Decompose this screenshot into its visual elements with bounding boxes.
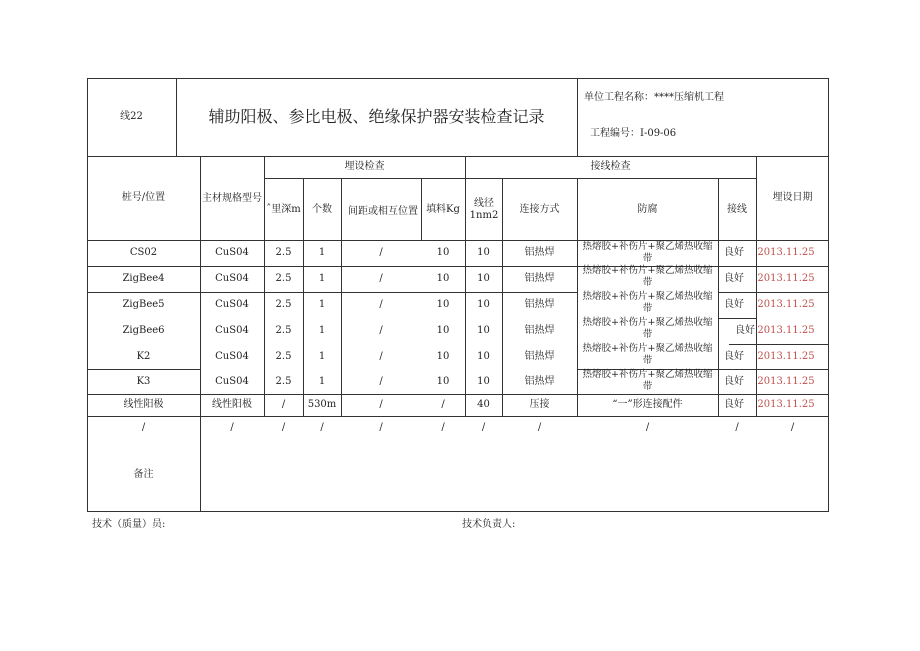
cell-pile: CS02 xyxy=(129,247,158,258)
cell-connection: 铝热焊 xyxy=(524,375,555,387)
cell-connection: / xyxy=(537,422,542,433)
col-header-fill: 填料Kg xyxy=(426,204,460,215)
cell-wiring: 良好 xyxy=(724,375,744,387)
col-header-date: 埋设日期 xyxy=(772,192,813,203)
col-header-wiring: 接线 xyxy=(727,204,747,215)
cell-date: 2013.11.25 xyxy=(757,399,815,410)
cell-pile: K2 xyxy=(136,350,151,362)
cell-date: 2013.11.25 xyxy=(757,350,815,362)
cell-anticorrosion: 热熔胶+补伤片+聚乙烯热收缩带 xyxy=(582,241,713,264)
cell-connection: 铝热焊 xyxy=(524,273,555,284)
cell-spacing: / xyxy=(379,325,383,336)
cell-fill: 10 xyxy=(436,273,450,284)
cell-fill: 10 xyxy=(436,350,450,362)
cell-count: 1 xyxy=(318,375,326,387)
cell-material: CuS04 xyxy=(215,247,249,258)
cell-wire-diameter: 10 xyxy=(477,350,490,362)
cell-material: CuS04 xyxy=(215,299,249,310)
cell-count: 1 xyxy=(318,325,326,336)
unit-project-name: 单位工程名称：****压缩机工程 xyxy=(584,92,724,103)
cell-wiring: / xyxy=(735,422,739,433)
row-divider xyxy=(87,416,829,417)
cell-wire-diameter: 10 xyxy=(477,247,490,258)
cell-fill: 10 xyxy=(436,247,450,258)
cell-wire-diameter: 40 xyxy=(477,399,490,410)
cell-material: CuS04 xyxy=(215,273,249,284)
cell-date: 2013.11.25 xyxy=(757,247,815,258)
cell-depth: 2.5 xyxy=(275,375,292,387)
cell-depth: 2.5 xyxy=(275,273,292,284)
cell-count: 1 xyxy=(318,247,326,258)
cell-fill: / xyxy=(441,422,445,433)
cell-depth: 2.5 xyxy=(275,299,292,310)
cell-anticorrosion: 热熔胶+补伤片+聚乙烯热收缩带 xyxy=(582,369,713,392)
cell-material: 线性阳极 xyxy=(212,399,252,410)
cell-wiring: 良好 xyxy=(724,247,744,258)
cell-connection: 压接 xyxy=(529,399,550,410)
cell-wire-diameter: 10 xyxy=(477,375,490,387)
cell-material: CuS04 xyxy=(215,325,249,336)
col-group-bury-check: 埋设检查 xyxy=(344,161,385,172)
cell-fill: 10 xyxy=(436,299,450,310)
cell-connection: 铝热焊 xyxy=(524,325,555,336)
cell-spacing: / xyxy=(379,247,383,258)
cell-material: / xyxy=(230,422,234,433)
cell-count: 1 xyxy=(318,299,326,310)
cell-depth: / xyxy=(281,399,286,410)
cell-wiring: 良好 xyxy=(735,325,755,336)
cell-wire-diameter: 10 xyxy=(477,299,490,310)
cell-anticorrosion: 热熔胶+补伤片+聚乙烯热收缩带 xyxy=(582,317,713,340)
project-number: 工程编号：I-09-06 xyxy=(590,128,677,139)
cell-date: 2013.11.25 xyxy=(757,299,815,310)
cell-date: 2013.11.25 xyxy=(757,273,815,284)
tech-lead-signature: 技术负责人: xyxy=(462,519,516,530)
cell-wire-diameter: 10 xyxy=(477,273,490,284)
col-header-spacing: 间距或相互位置 xyxy=(348,206,418,217)
cell-wiring: 良好 xyxy=(724,399,744,410)
divider xyxy=(577,78,578,156)
remarks-label: 备注 xyxy=(133,469,154,480)
cell-spacing: / xyxy=(379,422,383,433)
col-header-pile: 桩号/位置 xyxy=(121,192,166,203)
cell-fill: / xyxy=(441,399,445,410)
cell-count: 1 xyxy=(318,273,326,284)
cell-date: / xyxy=(790,422,795,433)
cell-spacing: / xyxy=(379,299,383,310)
cell-depth: 2.5 xyxy=(275,350,292,362)
cell-count: 1 xyxy=(318,350,326,362)
cell-spacing: / xyxy=(379,399,383,410)
cell-date: 2013.11.25 xyxy=(757,325,815,336)
cell-connection: 铝热焊 xyxy=(524,350,555,362)
cell-spacing: / xyxy=(379,350,383,362)
cell-spacing: / xyxy=(379,375,383,387)
cell-wire-diameter: / xyxy=(481,422,486,433)
cell-anticorrosion: 热熔胶+补伤片+聚乙烯热收缩带 xyxy=(582,343,713,366)
cell-pile: ZigBee6 xyxy=(122,325,165,336)
cell-wiring: 良好 xyxy=(724,350,744,362)
cell-anticorrosion: “一”形连接配件 xyxy=(612,399,683,410)
cell-anticorrosion: / xyxy=(645,422,650,433)
cell-count: / xyxy=(320,422,324,433)
cell-fill: 10 xyxy=(436,375,450,387)
divider xyxy=(264,178,756,179)
cell-wiring: 良好 xyxy=(724,273,744,284)
cell-pile: K3 xyxy=(136,375,151,387)
cell-wire-diameter: 10 xyxy=(477,325,490,336)
col-header-count: 个数 xyxy=(312,204,332,215)
cell-count: 530m xyxy=(307,399,337,410)
cell-depth: / xyxy=(281,422,286,433)
col-header-depth: ˆ里深m xyxy=(266,204,301,215)
cell-material: CuS04 xyxy=(215,350,249,362)
col-header-material: 主材规格型号 xyxy=(202,193,262,204)
cell-date: 2013.11.25 xyxy=(757,375,815,387)
cell-pile: ZigBee5 xyxy=(122,299,165,310)
cell-pile: ZigBee4 xyxy=(122,273,165,284)
cell-depth: 2.5 xyxy=(275,325,292,336)
cell-depth: 2.5 xyxy=(275,247,292,258)
col-header-wire-diameter: 线径1nm2 xyxy=(469,198,499,221)
line-label: 线22 xyxy=(120,111,143,122)
cell-material: CuS04 xyxy=(215,375,249,387)
cell-pile: / xyxy=(141,422,146,433)
cell-anticorrosion: 热熔胶+补伤片+聚乙烯热收缩带 xyxy=(582,265,713,288)
col-group-wiring-check: 接线检查 xyxy=(590,161,631,172)
cell-fill: 10 xyxy=(436,325,450,336)
col-header-connection: 连接方式 xyxy=(519,204,560,215)
page-title: 辅助阳极、参比电极、绝缘保护器安装检查记录 xyxy=(208,107,545,126)
cell-wiring: 良好 xyxy=(724,299,744,310)
cell-connection: 铝热焊 xyxy=(524,247,555,258)
col-header-anticorrosion: 防腐 xyxy=(637,204,658,215)
cell-anticorrosion: 热熔胶+补伤片+聚乙烯热收缩带 xyxy=(582,291,713,314)
tech-quality-signature: 技术（质量）员: xyxy=(92,519,166,530)
cell-spacing: / xyxy=(379,273,383,284)
cell-connection: 铝热焊 xyxy=(524,299,555,310)
cell-pile: 线性阳极 xyxy=(123,399,164,410)
